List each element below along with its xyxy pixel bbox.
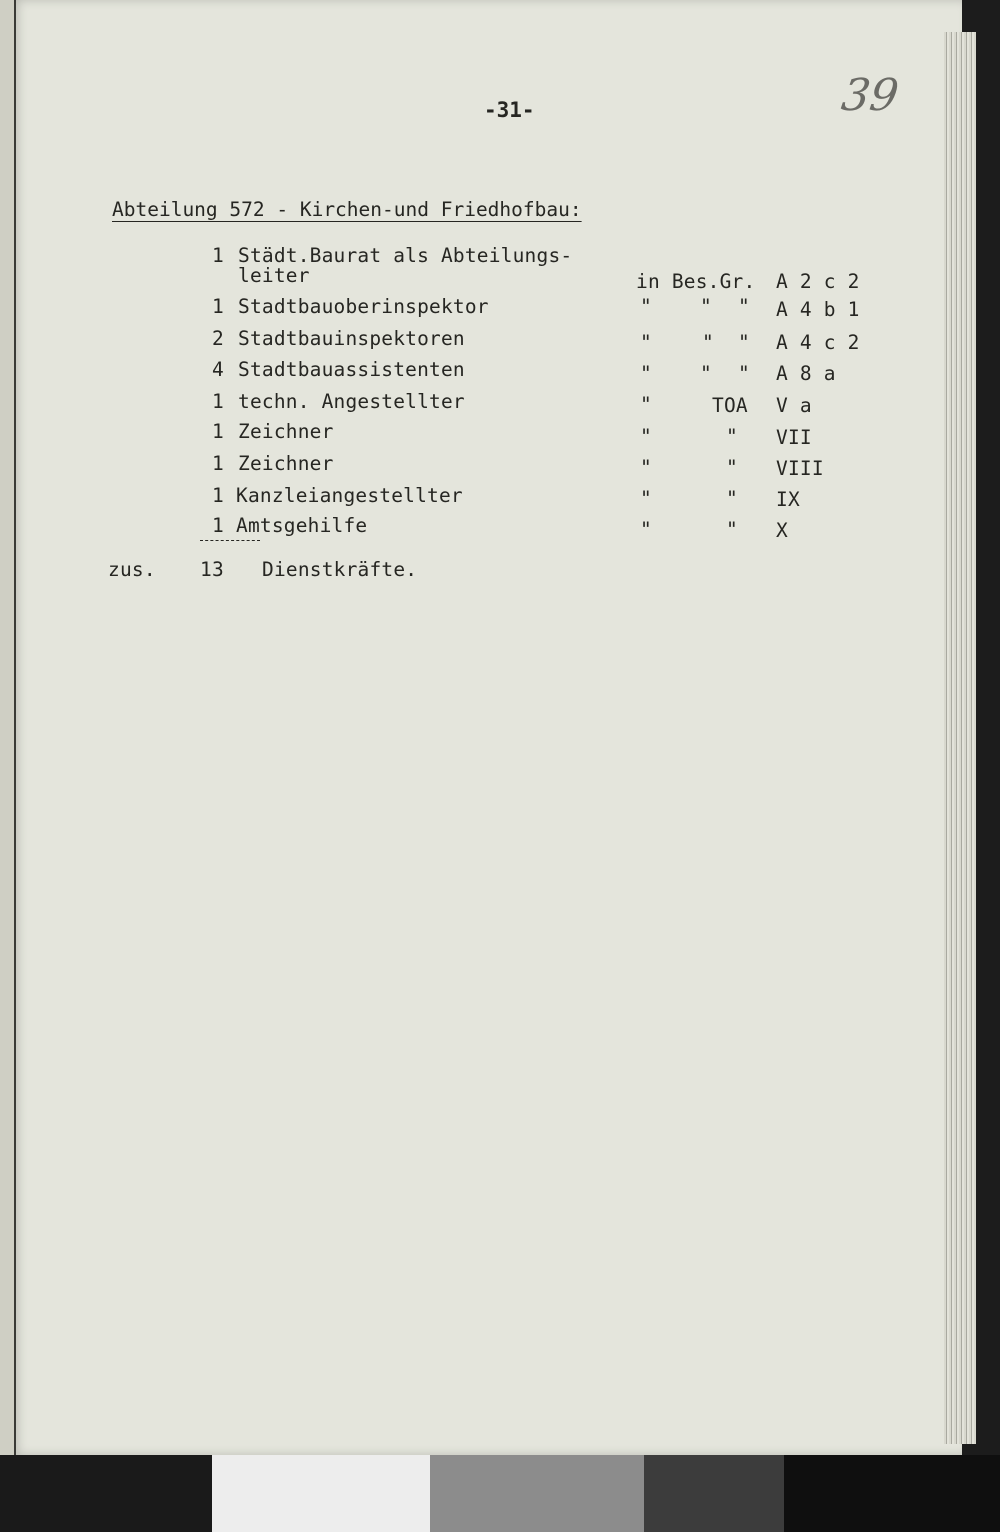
row-grade: X — [776, 519, 788, 542]
row-ditto: " — [640, 425, 652, 448]
row-ditto: " — [738, 362, 750, 385]
row-grade: A 4 b 1 — [776, 298, 860, 321]
row-title: Zeichner — [238, 452, 334, 475]
row-ditto: " — [640, 456, 652, 479]
row-count: 2 — [212, 327, 224, 350]
row-grade: A 4 c 2 — [776, 331, 860, 354]
page-number: -31- — [484, 98, 535, 122]
row-count: 1 — [212, 295, 224, 318]
calibration-card-dark — [644, 1455, 784, 1532]
page-stack-edge — [944, 32, 976, 1444]
total-count: 13 — [200, 558, 224, 581]
calibration-card-grey — [430, 1455, 644, 1532]
adjacent-page-edge — [0, 0, 14, 1455]
folio-number: 39 — [838, 70, 902, 121]
row-ditto: " — [726, 425, 738, 448]
row-count: 1 — [212, 452, 224, 475]
row-count: 1 — [212, 390, 224, 413]
row-grade: IX — [776, 488, 800, 511]
row-count: 1 — [212, 484, 224, 507]
row-ditto: " — [640, 362, 652, 385]
row-ditto: " — [640, 393, 652, 416]
row-pay-group: in Bes.Gr. — [636, 270, 756, 293]
total-label: zus. — [108, 558, 156, 581]
row-ditto: " — [726, 487, 738, 510]
calibration-card-white — [212, 1455, 430, 1532]
total-text: Dienstkräfte. — [262, 558, 418, 581]
row-grade: VII — [776, 426, 812, 449]
row-title: Zeichner — [238, 420, 334, 443]
row-count: 4 — [212, 358, 224, 381]
row-ditto: " — [702, 331, 714, 354]
row-grade: A 8 a — [776, 362, 836, 385]
row-ditto: " — [738, 331, 750, 354]
row-ditto: " — [726, 456, 738, 479]
row-ditto: " — [700, 295, 712, 318]
row-title: leiter — [238, 264, 310, 287]
row-ditto: " — [640, 518, 652, 541]
row-title: Stadtbauassistenten — [238, 358, 465, 381]
row-count: 1 — [212, 514, 224, 537]
row-pay-scale: TOA — [712, 394, 748, 417]
section-heading: Abteilung 572 - Kirchen-und Friedhofbau: — [112, 198, 582, 221]
row-count: 1 — [212, 420, 224, 443]
sum-rule — [200, 540, 260, 542]
row-title: Städt.Baurat als Abteilungs- — [238, 244, 573, 267]
row-ditto: " — [640, 331, 652, 354]
row-ditto: " — [726, 518, 738, 541]
row-grade: A 2 c 2 — [776, 270, 860, 293]
row-title: Amtsgehilfe — [236, 514, 368, 537]
calibration-card-black — [784, 1455, 1000, 1532]
row-grade: V a — [776, 394, 812, 417]
row-ditto: " — [640, 295, 652, 318]
row-grade: VIII — [776, 457, 824, 480]
row-title: Kanzleiangestellter — [236, 484, 463, 507]
row-ditto: " — [640, 487, 652, 510]
row-ditto: " — [700, 362, 712, 385]
row-count: 1 — [212, 244, 224, 267]
row-ditto: " — [738, 295, 750, 318]
row-title: Stadtbauinspektoren — [238, 327, 465, 350]
row-title: Stadtbauoberinspektor — [238, 295, 489, 318]
row-title: techn. Angestellter — [238, 390, 465, 413]
